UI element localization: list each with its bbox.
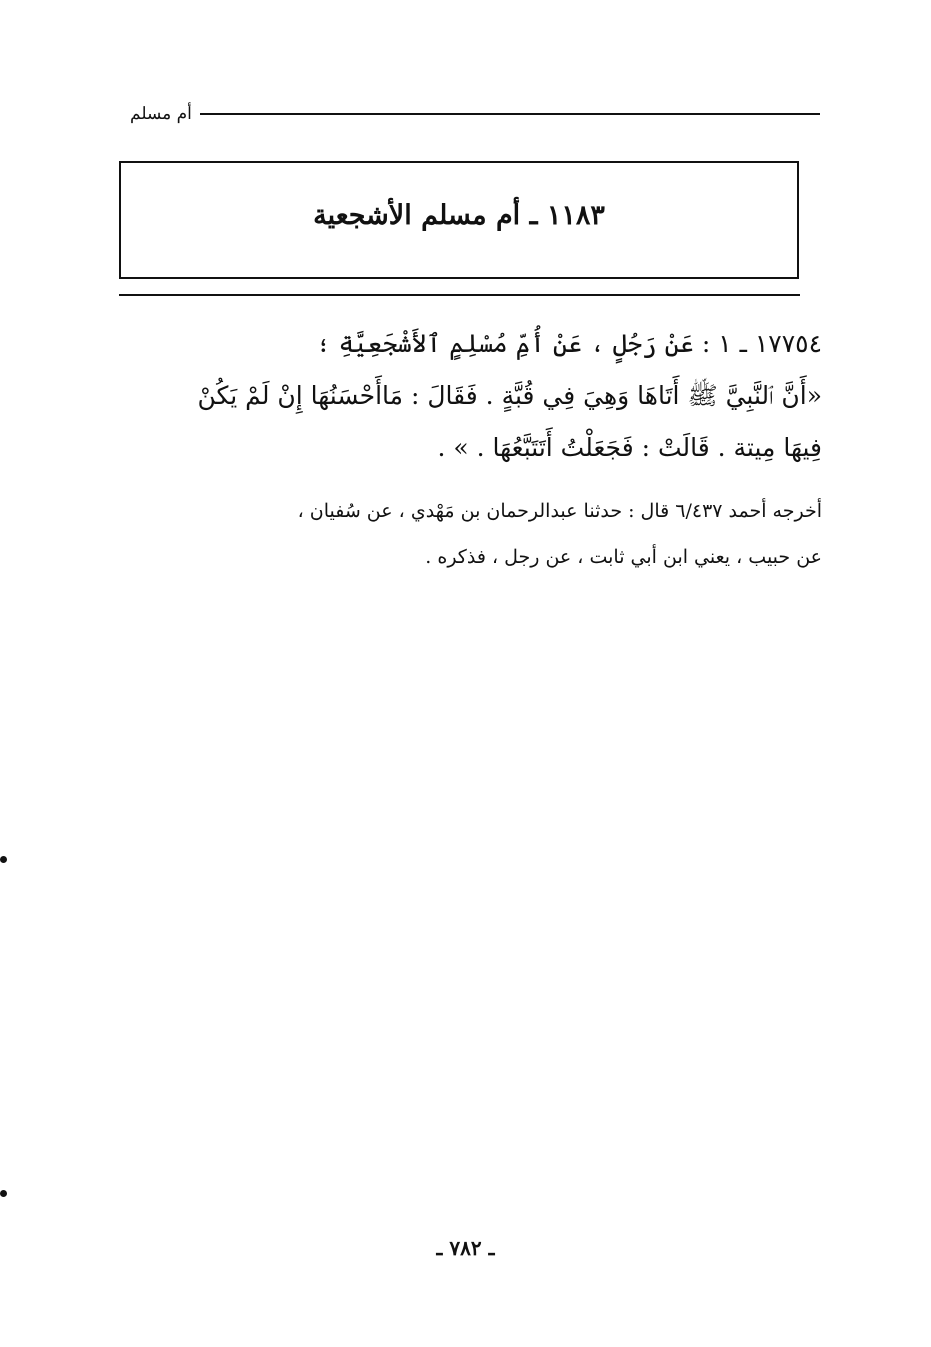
chapter-title-box <box>119 161 799 279</box>
header-rule <box>200 113 820 115</box>
hadith-line-3: فِيهَا مِيتة . قَالَتْ : فَجَعَلْتُ أَتَتَبَّعُهَا . » . <box>437 433 822 462</box>
takhrij-footnote <box>130 488 822 580</box>
chapter-title: ١١٨٣ ـ أم مسلم الأشجعية <box>313 199 605 231</box>
page-number: ـ ٧٨٢ ـ <box>436 1236 495 1260</box>
hadith-line-1: ١٧٧٥٤ ـ ١ : عَنْ رَجُلٍ ، عَنْ أُمِّ مُسْلِمٍ ٱلأَشْجَعِيَّةِ ؛ <box>315 329 822 358</box>
takhrij-line-2: عن حبيب ، يعني ابن أبي ثابت ، عن رجل ، فذكره . <box>425 546 822 568</box>
scan-mark-upper <box>0 856 7 863</box>
running-header-title: أم مسلم <box>130 104 192 124</box>
hadith-text <box>130 318 822 474</box>
section-divider <box>119 294 800 296</box>
takhrij-line-1: أخرجه أحمد ٦/٤٣٧ قال : حدثنا عبدالرحمان بن مَهْدي ، عن سُفيان ، <box>297 500 822 522</box>
hadith-line-2: «أَنَّ ٱلنَّبِيَّ ﷺ أَتَاهَا وَهِيَ فِي قُبَّةٍ . فَقَالَ : مَاأَحْسَنُهَا إِنْ لَمْ يَكُنْ <box>197 381 822 410</box>
scan-mark-lower <box>0 1190 7 1197</box>
running-header <box>130 100 820 130</box>
